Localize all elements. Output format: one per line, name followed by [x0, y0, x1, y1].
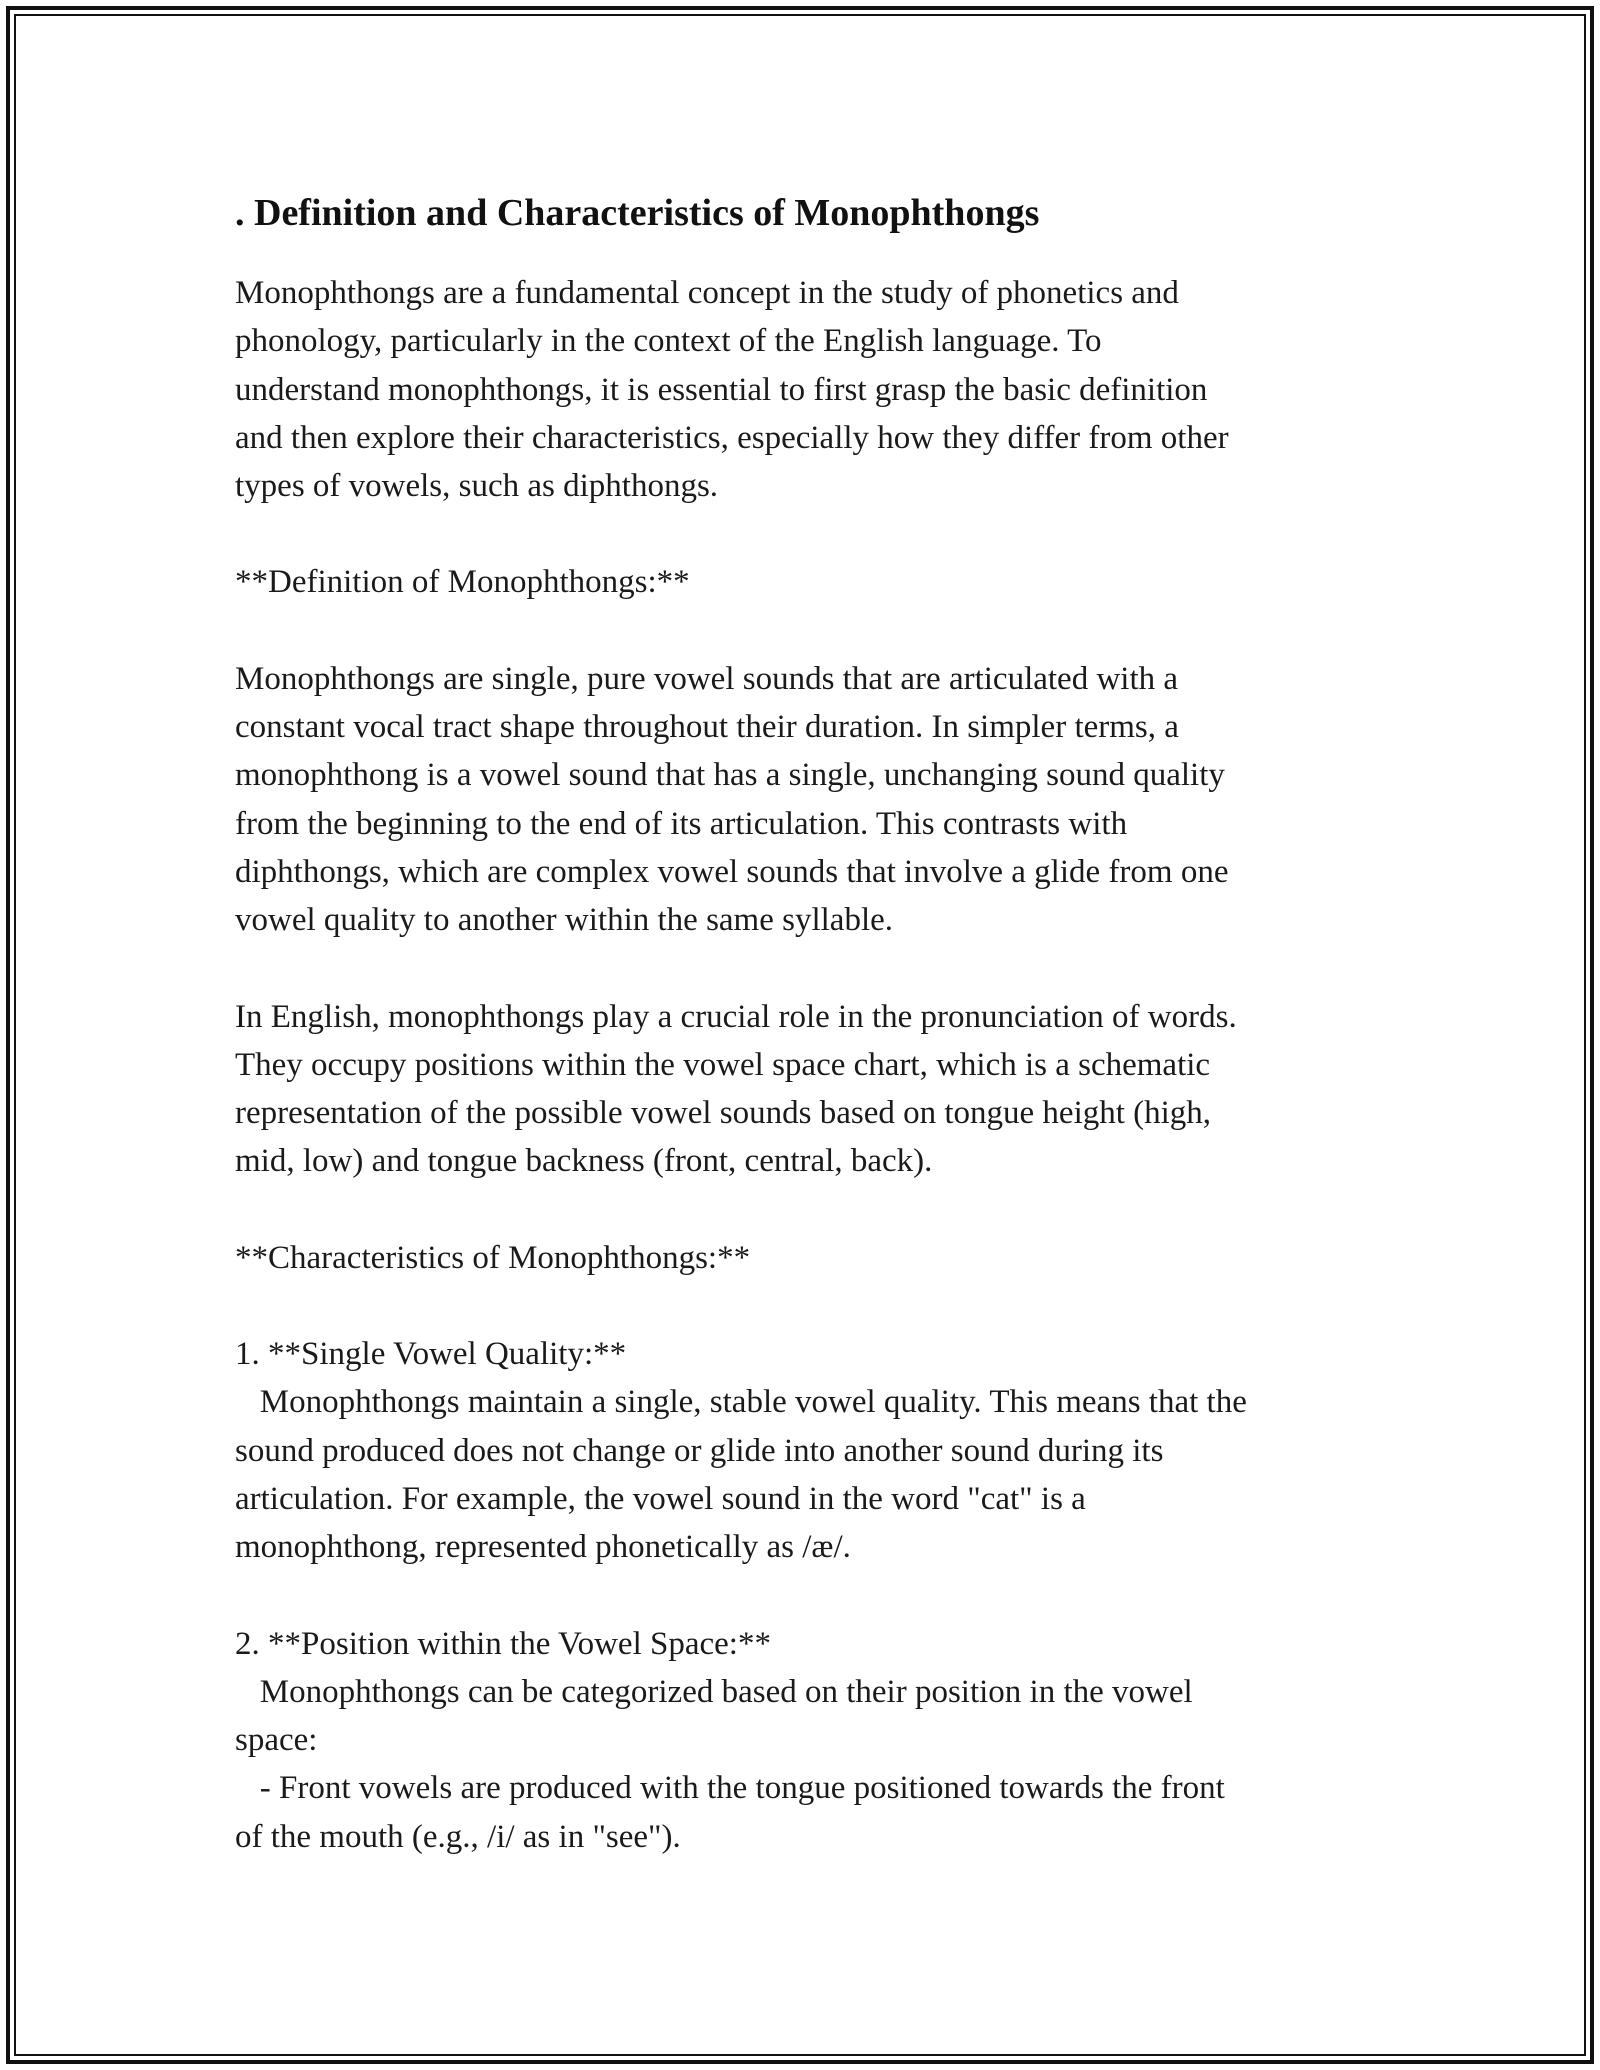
paragraph — [235, 558, 1385, 606]
text-line: phonology, particularly in the context of the English language. To — [235, 323, 1102, 360]
text-line: Monophthongs maintain a single, stable vowel quality. This means that the — [235, 1384, 1247, 1421]
paragraph — [235, 1234, 1385, 1282]
text-line: - Front vowels are produced with the tongue positioned towards the front — [235, 1770, 1225, 1807]
text-line: Monophthongs can be categorized based on their position in the vowel — [235, 1673, 1193, 1710]
paragraph — [235, 269, 1385, 510]
paragraph — [235, 1330, 1385, 1571]
text-line: understand monophthongs, it is essential to first grasp the basic definition — [235, 371, 1208, 408]
text-line: Monophthongs are single, pure vowel sounds that are articulated with a — [235, 660, 1179, 697]
text-line: articulation. For example, the vowel sound in the word "cat" is a — [235, 1480, 1086, 1517]
text-line: representation of the possible vowel sounds based on tongue height (high, — [235, 1095, 1212, 1132]
document-body — [235, 187, 1385, 1861]
paragraph — [235, 993, 1385, 1186]
text-line: from the beginning to the end of its articulation. This contrasts with — [235, 805, 1128, 842]
text-line: In English, monophthongs play a crucial role in the pronunciation of words. — [235, 998, 1237, 1035]
text-line: **Definition of Monophthongs:** — [235, 564, 690, 601]
text-line: mid, low) and tongue backness (front, central, back). — [235, 1143, 933, 1180]
text-line: **Characteristics of Monophthongs:** — [235, 1239, 751, 1276]
text-line: space: — [235, 1722, 318, 1759]
paragraph-list — [235, 269, 1385, 1861]
text-line: constant vocal tract shape throughout their duration. In simpler terms, a — [235, 709, 1179, 746]
text-line: of the mouth (e.g., /i/ as in "see"). — [235, 1818, 681, 1855]
text-line: monophthong, represented phonetically as /æ/. — [235, 1529, 851, 1566]
text-line: sound produced does not change or glide into another sound during its — [235, 1432, 1164, 1469]
text-line: vowel quality to another within the same syllable. — [235, 902, 894, 939]
paragraph — [235, 655, 1385, 945]
text-line: They occupy positions within the vowel space chart, which is a schematic — [235, 1046, 1211, 1083]
text-line: 1. **Single Vowel Quality:** — [235, 1336, 627, 1373]
text-line: diphthongs, which are complex vowel sounds that involve a glide from one — [235, 853, 1229, 890]
text-line: Monophthongs are a fundamental concept in the study of phonetics and — [235, 275, 1179, 311]
text-line: 2. **Position within the Vowel Space:** — [235, 1625, 771, 1662]
text-line: types of vowels, such as diphthongs. — [235, 468, 719, 505]
text-line: and then explore their characteristics, especially how they differ from other — [235, 419, 1229, 456]
paragraph — [235, 1620, 1385, 1861]
section-heading: . Definition and Characteristics of Monophthongs — [235, 192, 1040, 234]
text-line: monophthong is a vowel sound that has a single, unchanging sound quality — [235, 757, 1225, 794]
